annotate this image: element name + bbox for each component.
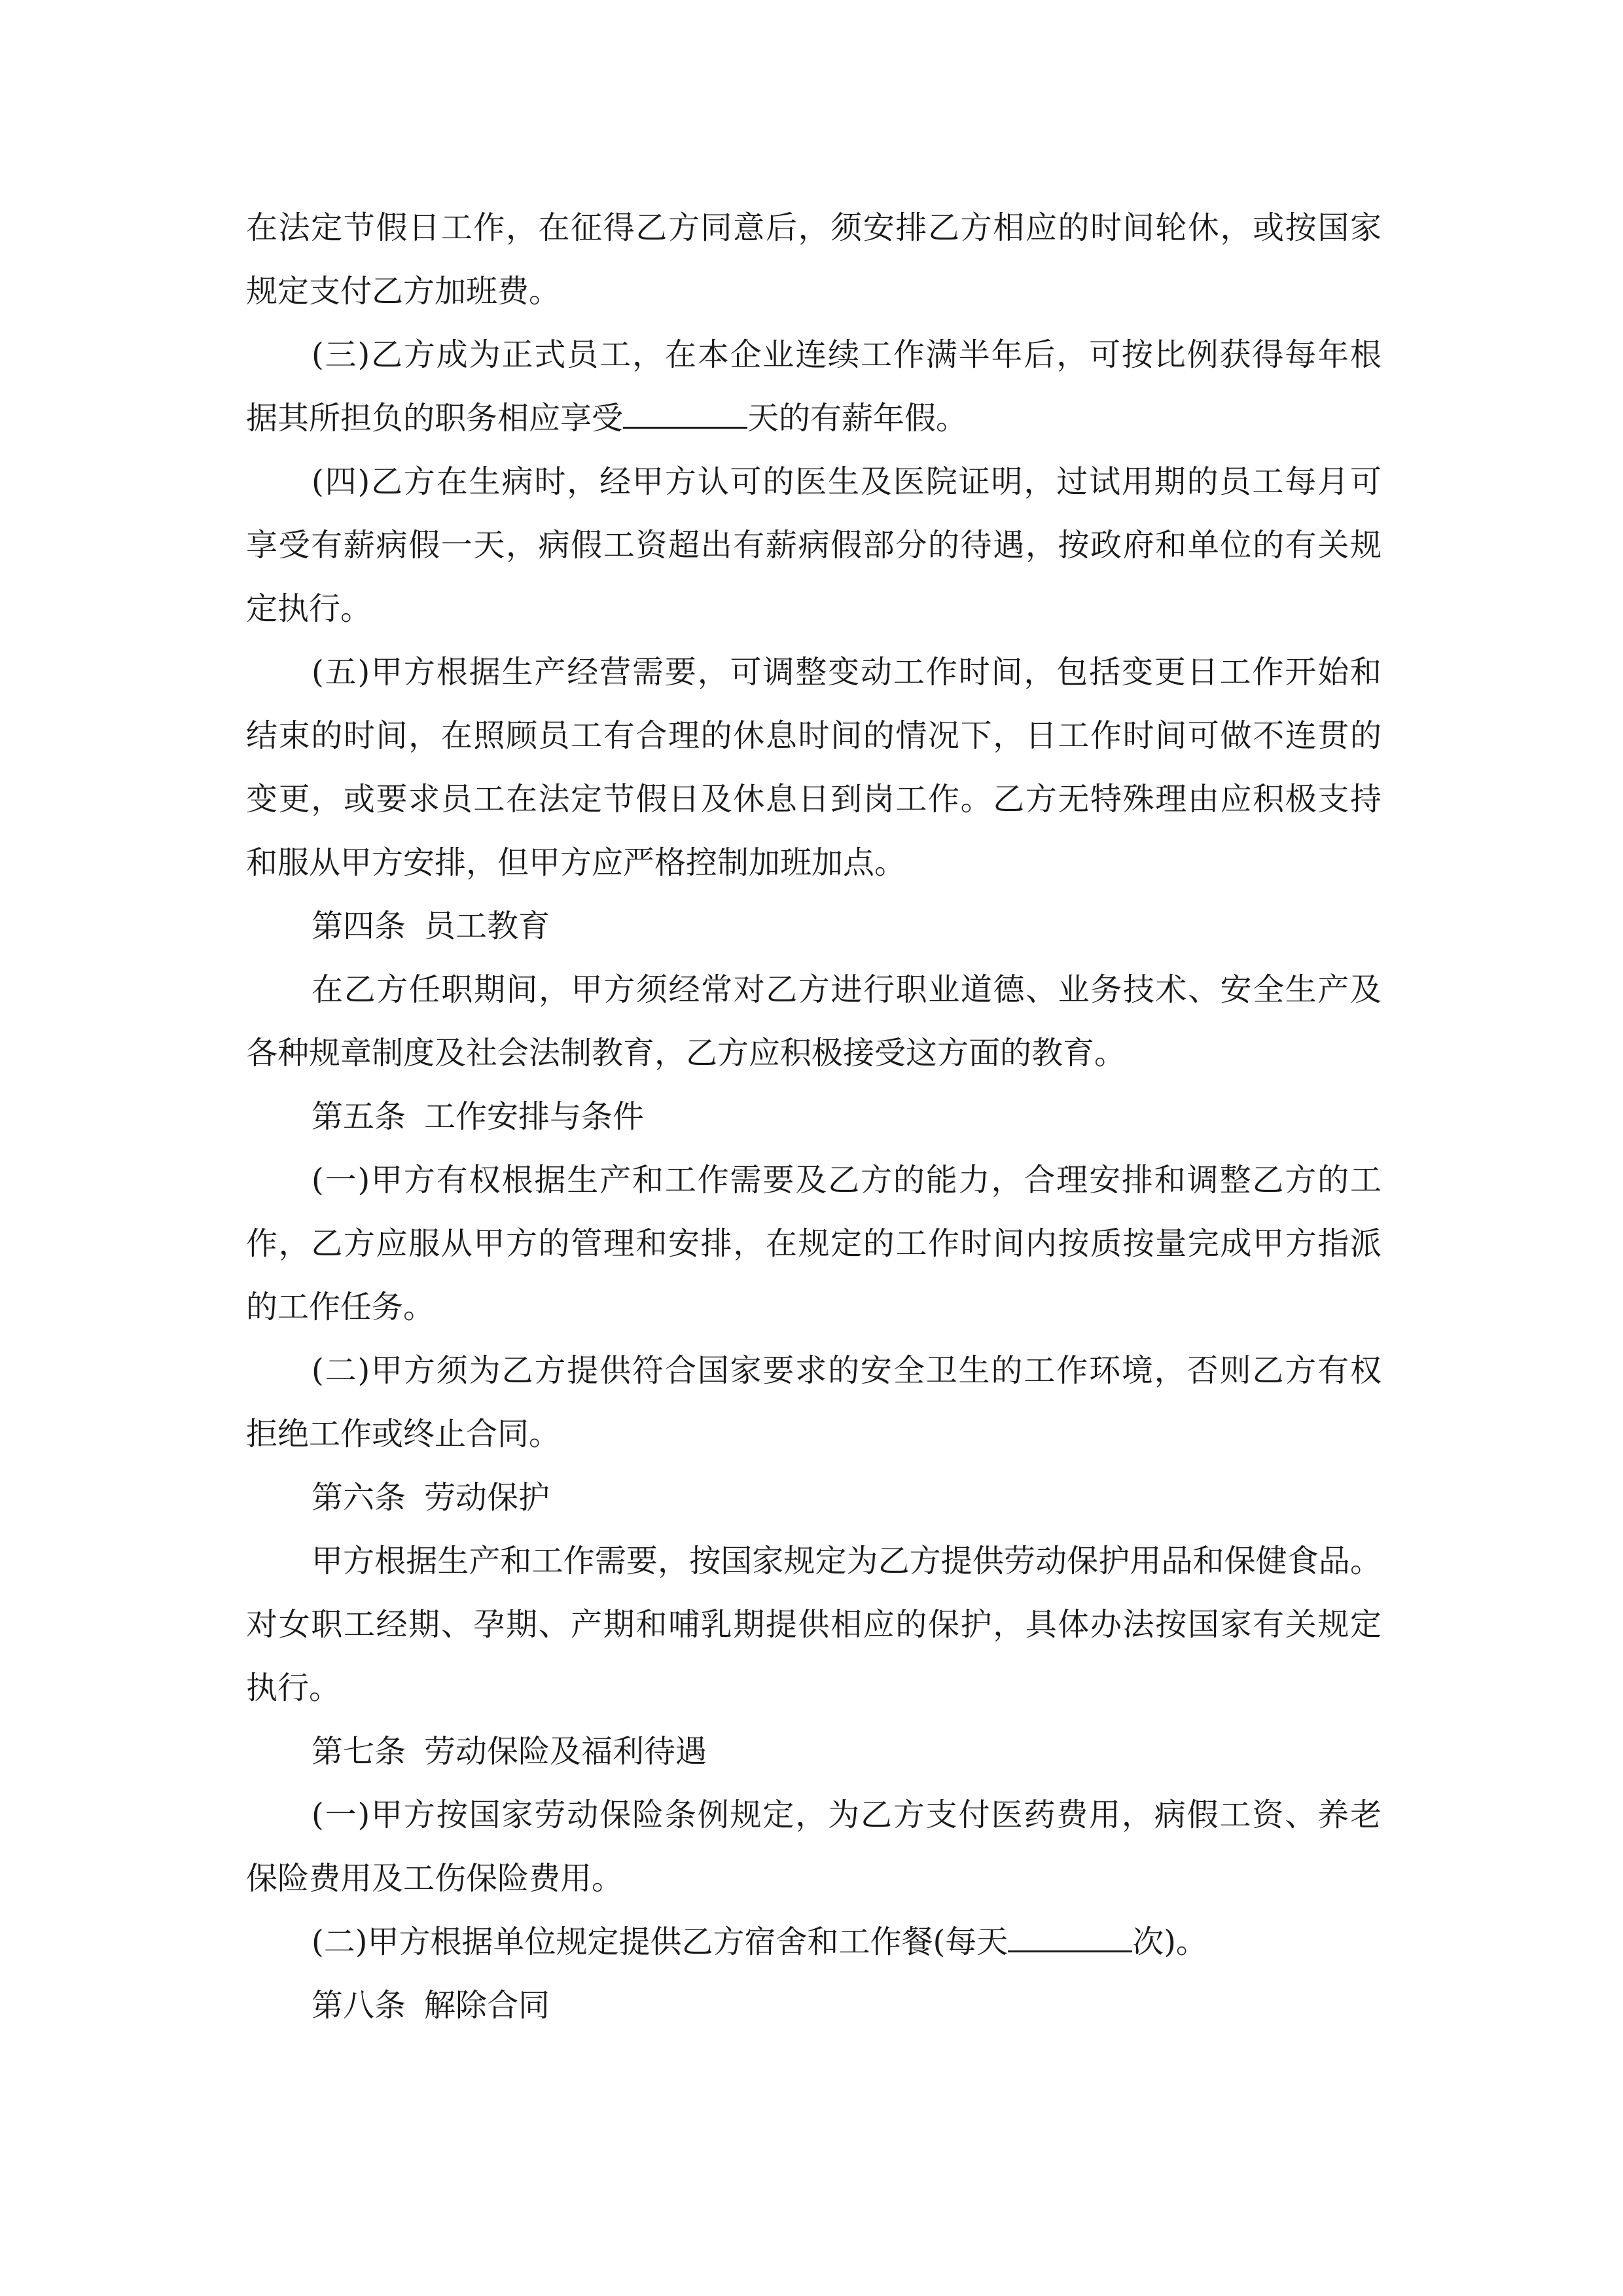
- article-title: 工作安排与条件: [424, 1098, 645, 1135]
- contract-page: [246, 196, 1382, 2037]
- text-line: (二)甲方须为乙方提供符合国家要求的安全卫生的工作环境，否则乙方有权: [312, 1352, 1382, 1389]
- paragraph-work-schedule: [246, 641, 1382, 895]
- text-line: 执行。: [246, 1670, 341, 1706]
- article-heading-5: [246, 1085, 1382, 1149]
- article-number: 第五条: [312, 1098, 406, 1135]
- text-line: 作，乙方应服从甲方的管理和安排，在规定的工作时间内按质按量完成甲方指派: [246, 1225, 1382, 1262]
- paragraph-dormitory-meals: [246, 1910, 1382, 1974]
- text-line: 在乙方任职期间，甲方须经常对乙方进行职业道德、业务技术、安全生产及: [312, 971, 1382, 1008]
- text-line: 享受有薪病假一天，病假工资超出有薪病假部分的待遇，按政府和单位的有关规: [246, 527, 1382, 564]
- article-title: 解除合同: [424, 1987, 550, 2024]
- text-line: 结束的时间，在照顾员工有合理的休息时间的情况下，日工作时间可做不连贯的: [246, 717, 1382, 754]
- text-line: 在法定节假日工作，在征得乙方同意后，须安排乙方相应的时间轮休，或按国家: [246, 209, 1382, 246]
- paragraph-annual-leave: [246, 323, 1382, 450]
- text-line: (一)甲方有权根据生产和工作需要及乙方的能力，合理安排和调整乙方的工: [312, 1162, 1382, 1198]
- paragraph-insurance: [246, 1784, 1382, 1910]
- text-line: 变更，或要求员工在法定节假日及休息日到岗工作。乙方无特殊理由应积极支持: [246, 781, 1382, 817]
- article-number: 第六条: [312, 1479, 406, 1516]
- article-title: 劳动保险及福利待遇: [424, 1733, 707, 1770]
- text-segment: 天的有薪年假。: [747, 400, 968, 437]
- text-line: [246, 1910, 1382, 1974]
- article-number: 第七条: [312, 1733, 406, 1770]
- text-line: [246, 387, 1382, 450]
- text-line: (五)甲方根据生产经营需要，可调整变动工作时间，包括变更日工作开始和: [312, 654, 1382, 691]
- text-line: 拒绝工作或终止合同。: [246, 1416, 561, 1452]
- fill-in-blank: [1008, 1918, 1132, 1952]
- paragraph-work-environment: [246, 1339, 1382, 1466]
- article-number: 第八条: [312, 1987, 406, 2024]
- text-line: 和服从甲方安排，但甲方应严格控制加班加点。: [246, 844, 906, 881]
- text-line: 的工作任务。: [246, 1289, 435, 1325]
- text-segment: (二)甲方根据单位规定提供乙方宿舍和工作餐(每天: [312, 1924, 1008, 1960]
- text-segment: 据其所担负的职务相应享受: [246, 400, 624, 437]
- article-title: 员工教育: [424, 908, 550, 944]
- text-line: 定执行。: [246, 590, 372, 627]
- text-line: 保险费用及工伤保险费用。: [246, 1860, 624, 1897]
- article-heading-8: [246, 1974, 1382, 2037]
- paragraph-work-arrangement: [246, 1149, 1382, 1339]
- fill-in-blank: [623, 394, 747, 429]
- paragraph-holiday-work: [246, 196, 1382, 323]
- paragraph-education: [246, 958, 1382, 1085]
- text-line: (三)乙方成为正式员工，在本企业连续工作满半年后，可按比例获得每年根: [312, 336, 1382, 373]
- text-line: 各种规章制度及社会法制教育，乙方应积极接受这方面的教育。: [246, 1035, 1126, 1071]
- article-heading-4: [246, 895, 1382, 958]
- paragraph-sick-leave: [246, 450, 1382, 641]
- article-title: 劳动保护: [424, 1479, 550, 1516]
- text-line: 对女职工经期、孕期、产期和哺乳期提供相应的保护，具体办法按国家有关规定: [246, 1606, 1382, 1643]
- article-heading-7: [246, 1720, 1382, 1784]
- text-line: 规定支付乙方加班费。: [246, 273, 561, 310]
- article-number: 第四条: [312, 908, 406, 944]
- text-segment: 次)。: [1132, 1924, 1207, 1960]
- text-line: (四)乙方在生病时，经甲方认可的医生及医院证明，过试用期的员工每月可: [312, 463, 1382, 500]
- text-line: (一)甲方按国家劳动保险条例规定，为乙方支付医药费用，病假工资、养老: [312, 1797, 1382, 1833]
- article-heading-6: [246, 1466, 1382, 1530]
- text-line: 甲方根据生产和工作需要，按国家规定为乙方提供劳动保护用品和保健食品。: [312, 1543, 1382, 1579]
- paragraph-labor-protection: [246, 1530, 1382, 1720]
